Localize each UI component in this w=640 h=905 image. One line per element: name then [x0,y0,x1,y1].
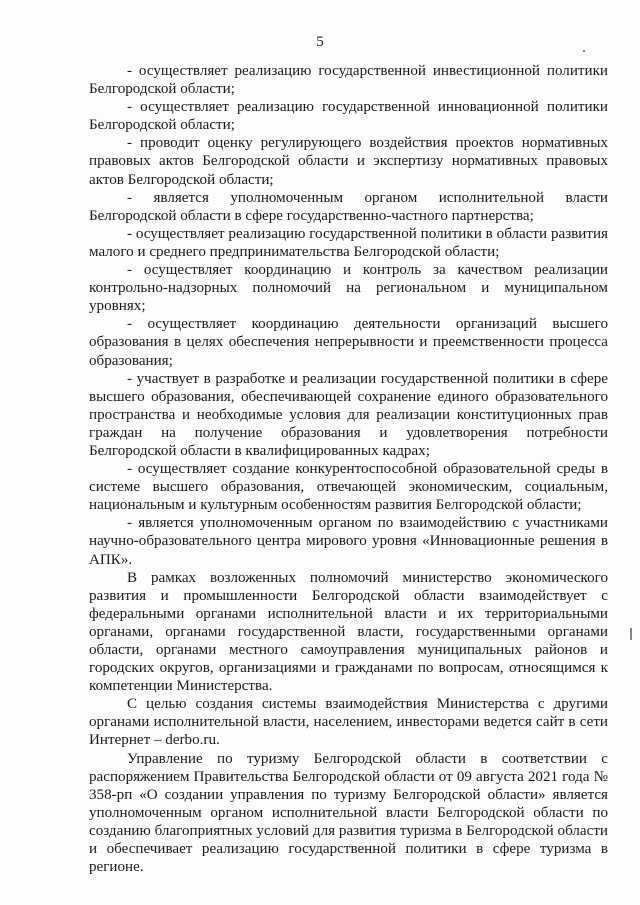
list-item-higher-education-policy: - участвует в разработке и реализации государственной политики в сфере высшего образования, обеспечивающей сохранение единого образовательного пространства и необходимые условия для реализации конституционных прав граждан на получение образования и удовлетворения потребности Белгородской области в квалифицированных кадрах; [89,370,608,459]
list-item-public-private-partnership: - является уполномоченным органом исполнительной власти Белгородской области в сфере государственно-частного партнерства; [89,189,608,224]
scan-speck [583,50,585,52]
list-item-control-supervision: - осуществляет координацию и контроль за качеством реализации контрольно-надзорных полномочий на региональном и муниципальном уровнях; [89,262,608,315]
list-item-investment-policy: - осуществляет реализацию государственной инвестиционной политики Белгородской области; [89,63,608,98]
list-item-regulatory-assessment: - проводит оценку регулирующего воздействия проектов нормативных правовых актов Белгородской области и экспертизу нормативных правовых актов Белгородской области; [89,135,608,188]
list-item-innovation-policy: - осуществляет реализацию государственной инновационной политики Белгородской области; [89,99,608,134]
list-item-small-business: - осуществляет реализацию государственной политики в области развития малого и среднего предпринимательства Белгородской области; [89,225,608,260]
list-item-competitive-environment: - осуществляет создание конкурентоспособной образовательной среды в системе высшего образования, отвечающей экономическим, социальным, национальным и культурным особенностям развития Белгородской области; [89,461,608,514]
page-number: 5 [316,34,324,50]
paragraph-website: С целью создания системы взаимодействия Министерства с другими органами исполнительной власти, населением, инвесторами ведется сайт в сети Интернет – derbo.ru. [89,696,608,749]
paragraph-tourism: Управление по туризму Белгородской области в соответствии с распоряжением Правительства Белгородской области от 09 августа 2021 года № 358-рп «О создании управления по туризму Белгородской области» является уполномоченным органом исполнительной власти Белгородской области по созданию благоприятных условий для развития туризма в Белгородской области и обеспечивает реализацию государственной политики в сфере туризма в регионе. [89,750,608,876]
paragraph-interaction: В рамках возложенных полномочий министерство экономического развития и промышленности Белгородской области взаимодействует с федеральными органами исполнительной власти и их территориальными органами, органами государственной власти, государственными органами области, органами местного самоуправления муниципальных районов и городских округов, организациями и гражданами по вопросам, относящимся к компетенции Министерства. [89,569,608,695]
list-item-higher-education-coordination: - осуществляет координацию деятельности организаций высшего образования в целях обеспечения непрерывности и преемственности процесса образования; [89,316,608,369]
list-item-research-center: - является уполномоченным органом по взаимодействию с участниками научно-образовательного центра мирового уровня «Инновационные решения в АПК». [89,515,608,568]
scan-speck [630,628,632,640]
document-body [89,62,608,876]
